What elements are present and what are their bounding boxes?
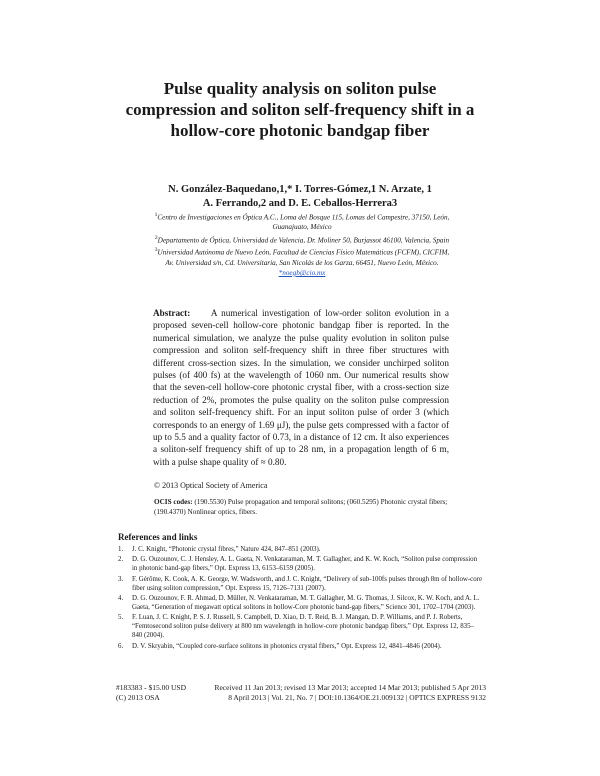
page-footer — [116, 683, 486, 702]
reference-number: 4. — [118, 595, 124, 603]
abstract-text: A numerical investigation of low-order soliton evolution in a proposed seven-cell hollow-core photonic bandgap fiber is reported. In the numerical simulation, we analyze the pulse quality evolution in soliton pulse compression and soliton self-frequency shift in three fiber structures with different cross-section sizes. In the simulation, we consider unchirped soliton pulses (of 400 fs) at the wavelength of 1060 nm. Our numerical results show that the seven-cell hollow-core photonic crystal fiber, with a cross-section size reduction of 2%, promotes the pulse quality on the soliton pulse compression and soliton self-frequency shift. For an input soliton pulse of order 3 (which corresponds to an energy of 1.69 μJ), the pulse gets compressed with a factor of up to 5.5 and a quality factor of 0.73, in a distance of 12 cm. It also experiences a soliton-self frequency shift of up to 28 nm, in a propagation length of 6 m, with a pulse shape quality of ≈ 0.80. — [153, 308, 449, 467]
reference-text: D. G. Ouzounov, F. R. Ahmad, D. Müller, N. Venkataraman, M. T. Gallagher, M. G. Thomas, J. Silcox, K. W. Koch, and A. L. Gaeta, “Generation of megawatt optical solitons in hollow-Core photonic band-gap fibers,” Science 301, 1702–1704 (2003). — [132, 595, 480, 611]
affiliation-2 — [152, 234, 452, 246]
affiliations — [152, 211, 452, 279]
reference-number: 3. — [118, 575, 124, 583]
abstract-label: Abstract: — [153, 308, 191, 318]
author-list — [150, 183, 450, 211]
reference-item — [118, 546, 484, 555]
affiliation-2-mark: 2 — [154, 234, 158, 241]
reference-item — [118, 556, 484, 574]
reference-number: 5. — [118, 614, 124, 622]
affiliation-3-text: Universidad Autónoma de Nuevo León, Facultad de Ciencias Físico Matemáticas (FCFM), CICFIM, Av. Universidad s/n, Cd. Universitaria, San Nicolás de los Garza, 66451, Nuevo León, México. — [157, 248, 450, 267]
reference-text: F. Gérôme, K. Cook, A. K. George, W. Wadsworth, and J. C. Knight, “Delivery of sub-100fs pulses through 8m of hollow-core fiber using soliton compression,” Opt. Express 15, 7126–7131 (2007). — [132, 575, 483, 592]
reference-number: 1. — [118, 546, 124, 553]
email-link[interactable]: *noegb@cio.mx — [278, 268, 326, 277]
author-line-1: N. González-Baquedano,1,* I. Torres-Gómez,1 N. Arzate, 1 — [168, 184, 432, 195]
ocis-text: (190.5530) Pulse propagation and temporal solitons; (060.5295) Photonic crystal fibers; (190.4370) Nonlinear optics, fibers. — [154, 498, 448, 516]
reference-list — [118, 546, 484, 653]
reference-text: J. C. Knight, “Photonic crystal fibres,” Nature 424, 847–851 (2003). — [132, 546, 321, 553]
author-line-2: A. Ferrando,2 and D. E. Ceballos-Herrera3 — [202, 198, 398, 209]
footer-dates: Received 11 Jan 2013; revised 13 Mar 2013; accepted 14 Mar 2013; published 5 Apr 2013 — [214, 683, 486, 692]
reference-item — [118, 595, 484, 613]
abstract — [153, 307, 449, 468]
affiliation-1-text: Centro de Investigaciones en Óptica A.C., Loma del Bosque 115, Lomas del Campestre, 37150, León, Guanajuato, México — [157, 213, 450, 232]
reference-item — [118, 576, 484, 594]
affiliation-1 — [152, 211, 452, 233]
reference-text: D. V. Skryabin, “Coupled core-surface solitons in photonics crystal fibers,” Opt. Express 12, 4841–4846 (2004). — [132, 642, 442, 650]
references-heading: References and links — [118, 532, 198, 542]
affiliation-3-mark: 3 — [154, 247, 158, 254]
ocis-codes — [154, 498, 450, 517]
reference-item — [118, 614, 484, 641]
footer-copyright: (C) 2013 OSA — [116, 692, 160, 702]
footer-row-1 — [116, 683, 486, 693]
reference-item — [118, 643, 484, 652]
email-line — [152, 269, 452, 279]
reference-text: D. G. Ouzounov, C. J. Hensley, A. L. Gaeta, N. Venkataraman, M. T. Gallagher, and K. W. Koch, “Soliton pulse compression in photonic band-gap fibers,” Opt. Express 13, 6153–6159 (2005). — [132, 556, 478, 573]
copyright: © 2013 Optical Society of America — [154, 481, 268, 490]
affiliation-1-mark: 1 — [154, 212, 158, 218]
affiliation-2-text: Departamento de Óptica, Universidad de Valencia, Dr. Moliner 50, Burjassot 46100, Valencia, Spain — [157, 235, 450, 244]
footer-row-2 — [116, 693, 486, 703]
paper-title: Pulse quality analysis on soliton pulse compression and soliton self-frequency shift in a hollow-core photonic bandgap fiber — [125, 79, 475, 140]
footer-citation: 8 April 2013 | Vol. 21, No. 7 | DOI:10.1364/OE.21.009132 | OPTICS EXPRESS 9132 — [228, 692, 486, 702]
footer-price: #183383 - $15.00 USD — [116, 683, 187, 692]
reference-text: F. Luan, J. C. Knight, P. S. J. Russell, S. Campbell, D. Xiao, D. T. Reid, B. J. Mangan, D. P. Williams, and P. J. Roberts, “Femtosecond soliton pulse delivery at 800 nm wavelength in hollow-core photonic bandgap fibers,” Opt. Express 12, 835–840 (2004). — [132, 614, 474, 640]
affiliation-3 — [152, 246, 452, 268]
reference-number: 6. — [118, 642, 124, 650]
reference-number: 2. — [118, 556, 124, 564]
ocis-label: OCIS codes: — [154, 498, 193, 506]
